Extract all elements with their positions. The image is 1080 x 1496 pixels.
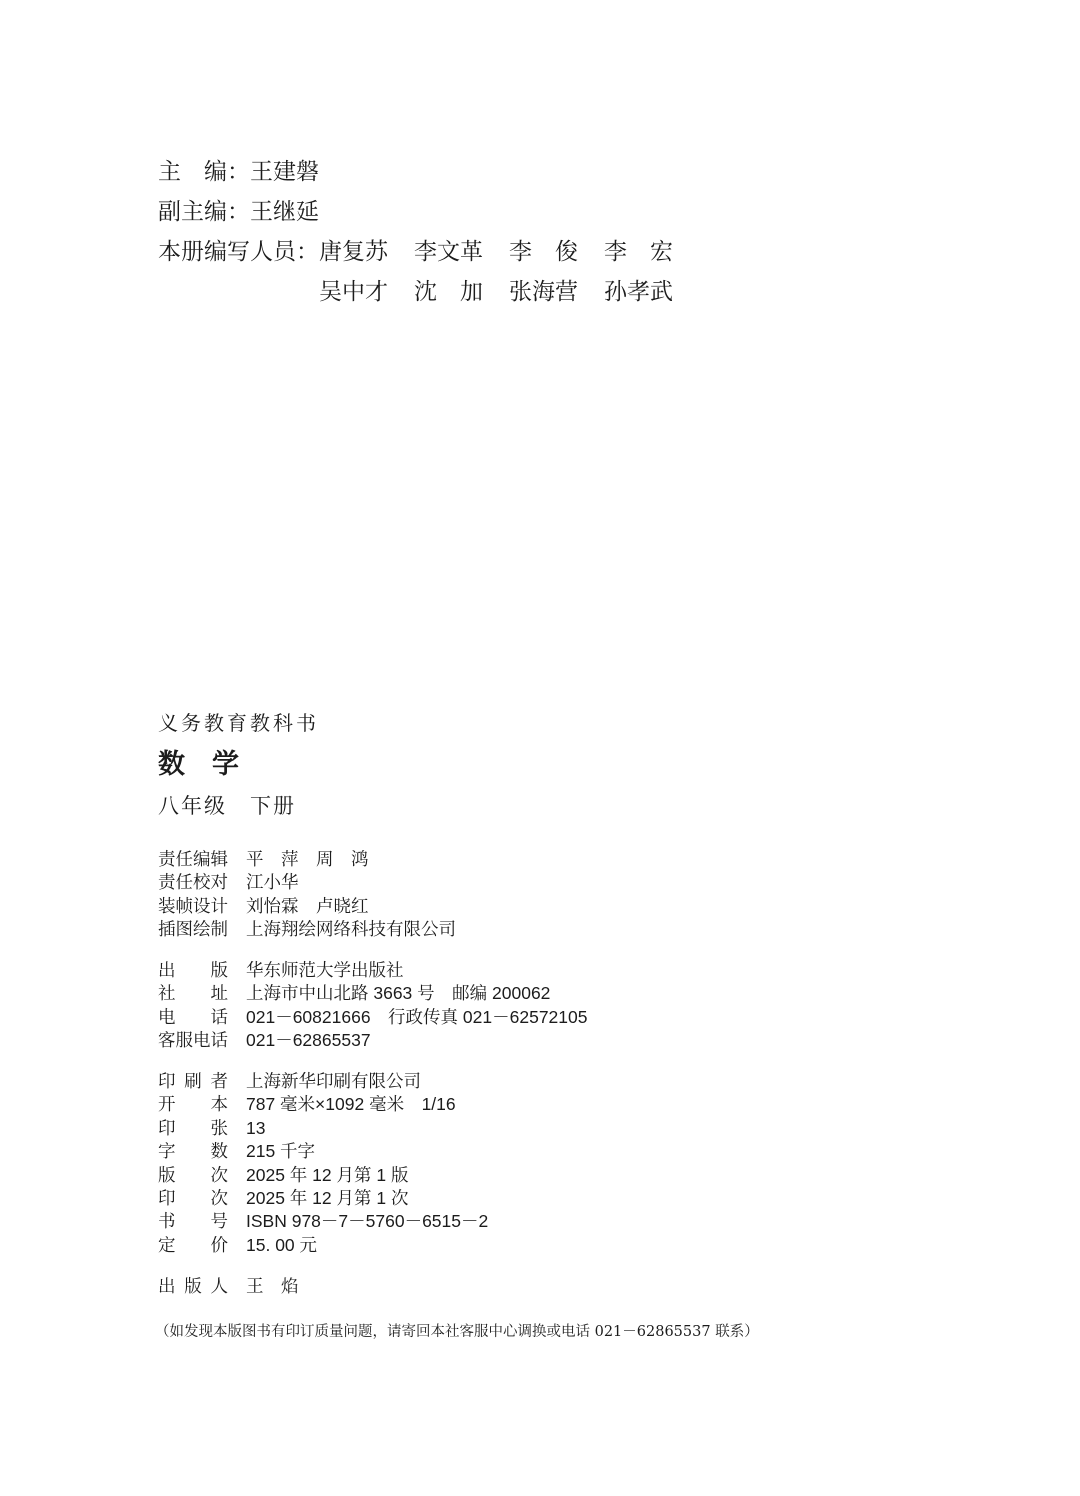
book-series: 义务教育教科书 — [158, 711, 319, 735]
writers-row — [158, 232, 699, 312]
book-subject: 数 学 — [158, 749, 239, 780]
credit-row — [158, 1187, 488, 1210]
credit-row — [158, 848, 456, 871]
writers-list — [319, 232, 699, 312]
writer-name: 张海营 — [509, 279, 578, 305]
credit-label: 责任编辑 — [158, 849, 228, 869]
credit-row — [158, 895, 456, 918]
credit-row — [158, 1210, 488, 1233]
deputy-editor-label: 副主编： — [158, 199, 250, 225]
chief-editor-label: 主 编： — [158, 159, 250, 185]
credit-value: ISBN 978－7－5760－6515－2 — [246, 1211, 489, 1232]
credit-value: 上海新华印刷有限公司 — [246, 1071, 421, 1091]
credit-row — [158, 1140, 488, 1163]
writer-name: 李 宏 — [604, 239, 673, 265]
credit-value: 江小华 — [246, 872, 299, 893]
credit-label: 出 版 — [158, 960, 228, 980]
credit-label: 责任校对 — [158, 872, 228, 893]
credit-row — [158, 959, 587, 982]
credit-value: 平 萍 周 鸿 — [246, 849, 369, 869]
credit-label: 客服电话 — [158, 1030, 228, 1051]
credit-label: 出 版 人 — [158, 1276, 228, 1296]
writer-name: 孙孝武 — [604, 279, 673, 305]
credit-label: 字 数 — [158, 1141, 228, 1162]
credit-label: 插图绘制 — [158, 919, 228, 940]
credit-row — [158, 1029, 587, 1052]
credit-row — [158, 1164, 488, 1187]
credit-label: 版 次 — [158, 1164, 228, 1185]
credit-row — [158, 1117, 488, 1140]
credit-value: 刘怡霖 卢晓红 — [246, 895, 369, 916]
credit-label: 定 价 — [158, 1234, 228, 1255]
credit-value: 2025 年 12 月第 1 次 — [246, 1188, 409, 1209]
credit-label: 社 址 — [158, 983, 228, 1004]
writer-name: 沈 加 — [414, 279, 483, 305]
publisher-credits — [158, 959, 587, 1053]
credit-value: 华东师范大学出版社 — [246, 960, 404, 980]
credit-label: 装帧设计 — [158, 895, 228, 916]
credit-row — [158, 1093, 488, 1116]
publisher-person — [158, 1275, 299, 1298]
deputy-editor-row — [158, 192, 699, 232]
printing-credits — [158, 1070, 488, 1257]
credit-value: 215 千字 — [246, 1141, 316, 1162]
credit-label: 印 次 — [158, 1188, 228, 1209]
writer-name: 李文革 — [414, 239, 483, 265]
chief-editor-row — [158, 152, 699, 192]
credit-value: 021－62865537 — [246, 1030, 371, 1051]
credit-label: 书 号 — [158, 1211, 228, 1232]
editors-block — [158, 152, 699, 312]
editorial-credits — [158, 848, 456, 942]
credit-value: 2025 年 12 月第 1 版 — [246, 1164, 409, 1185]
credit-row — [158, 1006, 587, 1029]
credit-row — [158, 871, 456, 894]
writer-name: 吴中才 — [319, 279, 388, 305]
credit-value: 上海翔绘网络科技有限公司 — [246, 919, 456, 940]
credit-label: 印 张 — [158, 1117, 228, 1138]
writers-label: 本册编写人员： — [158, 239, 319, 265]
credit-value: 上海市中山北路 3663 号 邮编 200062 — [246, 983, 551, 1004]
writer-name: 唐复苏 — [319, 239, 388, 265]
credit-label: 开 本 — [158, 1094, 228, 1115]
credit-label: 电 话 — [158, 1006, 228, 1027]
credit-label: 印 刷 者 — [158, 1071, 228, 1091]
quality-notice: （如发现本版图书有印订质量问题，请寄回本社客服中心调换或电话 021－62865537 联系） — [155, 1324, 759, 1340]
credit-row — [158, 1070, 488, 1093]
credit-value: 13 — [246, 1117, 266, 1138]
chief-editor-name: 王建磐 — [250, 159, 319, 185]
credit-row — [158, 982, 587, 1005]
credit-row — [158, 1234, 488, 1257]
credit-value: 王 焰 — [246, 1276, 299, 1296]
credit-row — [158, 1275, 299, 1298]
writer-name: 李 俊 — [509, 239, 578, 265]
credit-value: 021－60821666 行政传真 021－62572105 — [246, 1006, 588, 1027]
credit-value: 15. 00 元 — [246, 1234, 318, 1255]
credit-row — [158, 918, 456, 941]
credit-value: 787 毫米×1092 毫米 1/16 — [246, 1094, 456, 1115]
deputy-editor-name: 王继延 — [250, 199, 319, 225]
book-grade: 八年级 下册 — [158, 794, 296, 818]
